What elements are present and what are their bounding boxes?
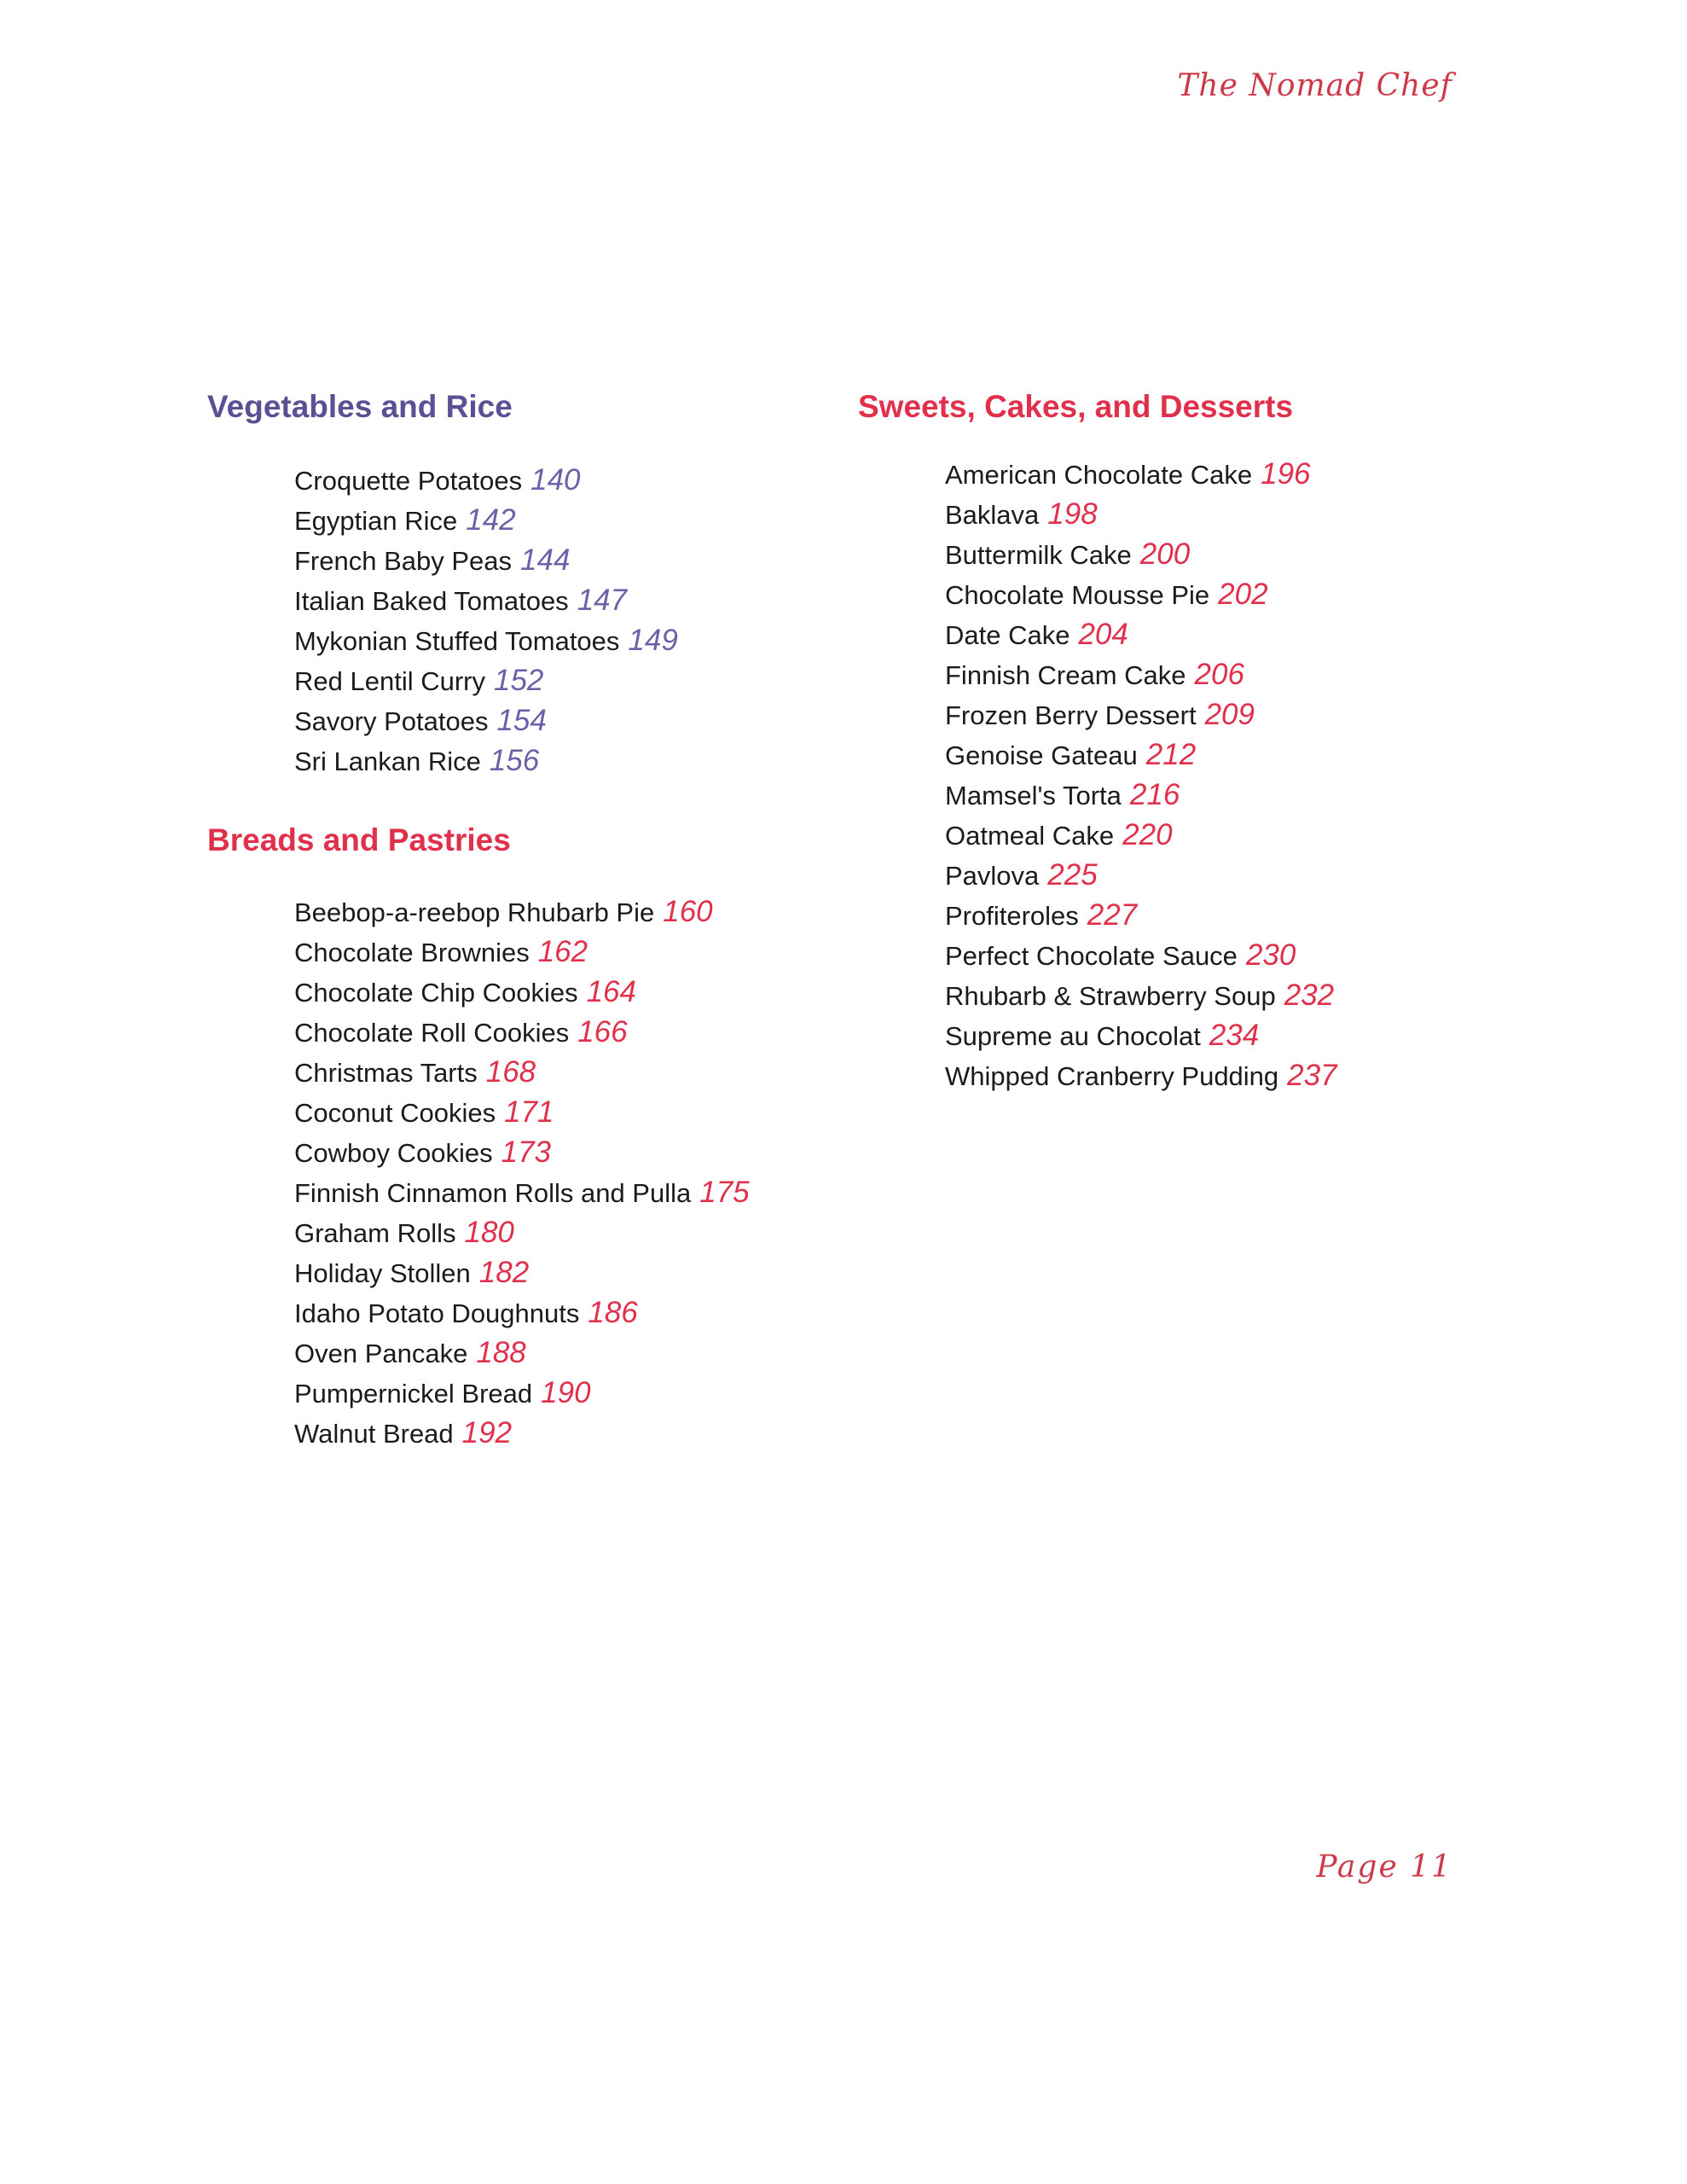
running-header-title: The Nomad Chef [1177, 68, 1452, 103]
recipe-entry [294, 973, 855, 1013]
recipe-entry [294, 741, 855, 781]
recipe-name: Profiteroles [945, 901, 1079, 931]
recipe-entry [294, 501, 855, 541]
recipe-page-number: 206 [1194, 658, 1244, 691]
recipe-name: Date Cake [945, 620, 1070, 650]
recipe-page-number: 188 [476, 1336, 526, 1369]
recipe-page-number: 149 [628, 624, 678, 657]
recipe-entry [945, 535, 1506, 575]
recipe-entry [294, 892, 855, 932]
recipe-entry [945, 936, 1506, 976]
recipe-entry [945, 575, 1506, 615]
recipe-entry [945, 1016, 1506, 1056]
recipe-name: Chocolate Mousse Pie [945, 580, 1210, 610]
recipe-entry [945, 695, 1506, 735]
recipe-page-number: 212 [1145, 738, 1197, 771]
recipe-page-number: 147 [577, 584, 628, 617]
recipe-entry [945, 775, 1506, 816]
recipe-entry [294, 932, 855, 973]
recipe-name: Sri Lankan Rice [294, 746, 481, 776]
recipe-entry [294, 461, 855, 501]
recipe-page-number: 160 [663, 895, 713, 928]
recipe-entry [294, 1293, 855, 1333]
recipe-entry [945, 735, 1506, 775]
recipe-entry [294, 1374, 855, 1414]
recipe-name: Savory Potatoes [294, 706, 489, 736]
recipe-entry [945, 1056, 1506, 1096]
recipe-page-number: 216 [1129, 778, 1180, 811]
recipe-name: Oatmeal Cake [945, 821, 1115, 851]
recipe-name: Supreme au Chocolat [945, 1021, 1201, 1051]
recipe-name: Walnut Bread [294, 1419, 454, 1449]
recipe-name: Oven Pancake [294, 1339, 468, 1368]
recipe-page-number: 234 [1209, 1019, 1260, 1052]
recipe-name: Cowboy Cookies [294, 1138, 493, 1168]
recipe-page-number: 182 [478, 1256, 530, 1289]
recipe-name: Croquette Potatoes [294, 466, 523, 496]
recipe-entry [945, 455, 1506, 495]
recipe-page-number: 202 [1218, 578, 1268, 611]
recipe-page-number: 186 [588, 1296, 638, 1329]
recipe-entry [294, 1013, 855, 1053]
recipe-name: Frozen Berry Dessert [945, 700, 1197, 730]
recipe-page-number: 192 [461, 1416, 513, 1449]
recipe-entry [294, 621, 855, 661]
recipe-entry [294, 1414, 855, 1454]
recipe-entry [294, 1093, 855, 1133]
recipe-name: Holiday Stollen [294, 1258, 471, 1288]
recipe-name: American Chocolate Cake [945, 460, 1253, 490]
recipe-name: Pumpernickel Bread [294, 1379, 533, 1409]
recipe-name: Mykonian Stuffed Tomatoes [294, 626, 620, 656]
recipe-name: Perfect Chocolate Sauce [945, 941, 1238, 971]
recipe-name: Pavlova [945, 861, 1040, 891]
recipe-page-number: 154 [496, 704, 547, 737]
recipe-name: French Baby Peas [294, 546, 513, 576]
recipe-name: Graham Rolls [294, 1218, 456, 1248]
recipe-page-number: 171 [504, 1095, 554, 1129]
recipe-page-number: 168 [485, 1055, 536, 1089]
recipe-page-number: 180 [464, 1216, 514, 1249]
recipe-name: Mamsel's Torta [945, 781, 1122, 810]
page-number: Page 11 [1316, 1850, 1452, 1885]
sweets-entry-list [858, 455, 1506, 1096]
section-spacer [207, 781, 855, 819]
recipe-page-number: 225 [1047, 858, 1098, 892]
recipe-name: Christmas Tarts [294, 1058, 478, 1088]
recipe-page-number: 166 [577, 1015, 628, 1048]
recipe-name: Chocolate Roll Cookies [294, 1018, 570, 1048]
recipe-entry [294, 1253, 855, 1293]
recipe-entry [945, 816, 1506, 856]
recipe-entry [294, 1173, 855, 1213]
recipe-entry [945, 655, 1506, 695]
recipe-name: Idaho Potato Doughnuts [294, 1298, 580, 1328]
recipe-page-number: 220 [1122, 818, 1173, 851]
section-heading-sweets: Sweets, Cakes, and Desserts [858, 389, 1294, 424]
section-heading-vegetables: Vegetables and Rice [207, 389, 513, 424]
recipe-page-number: 198 [1047, 497, 1098, 531]
recipe-page-number: 190 [541, 1376, 591, 1409]
section-heading-breads: Breads and Pastries [207, 822, 511, 857]
recipe-page-number: 140 [530, 463, 581, 497]
recipe-page-number: 209 [1204, 698, 1255, 731]
recipe-name: Rhubarb & Strawberry Soup [945, 981, 1276, 1011]
recipe-page-number: 156 [489, 744, 540, 777]
recipe-page-number: 175 [699, 1176, 750, 1209]
recipe-entry [294, 1213, 855, 1253]
recipe-name: Chocolate Chip Cookies [294, 978, 578, 1008]
recipe-entry [294, 541, 855, 581]
recipe-page-number: 227 [1087, 898, 1138, 932]
recipe-page-number: 196 [1261, 457, 1311, 491]
vegetables-entry-list [207, 461, 855, 781]
recipe-page-number: 173 [501, 1136, 552, 1169]
recipe-page-number: 237 [1287, 1059, 1337, 1092]
left-column [207, 386, 855, 1454]
recipe-page-number: 164 [586, 975, 636, 1008]
recipe-name: Whipped Cranberry Pudding [945, 1061, 1279, 1091]
recipe-name: Chocolate Brownies [294, 938, 530, 967]
recipe-entry [945, 856, 1506, 896]
recipe-name: Egyptian Rice [294, 506, 458, 536]
right-column [858, 386, 1506, 1096]
recipe-name: Italian Baked Tomatoes [294, 586, 569, 616]
recipe-entry [294, 1053, 855, 1093]
recipe-entry [945, 896, 1506, 936]
recipe-entry [294, 1333, 855, 1374]
recipe-page-number: 200 [1139, 537, 1191, 571]
recipe-name: Coconut Cookies [294, 1098, 496, 1128]
recipe-name: Red Lentil Curry [294, 666, 485, 696]
recipe-name: Baklava [945, 500, 1040, 530]
recipe-entry [945, 615, 1506, 655]
recipe-page-number: 162 [537, 935, 588, 968]
recipe-name: Beebop-a-reebop Rhubarb Pie [294, 897, 655, 927]
recipe-page-number: 142 [466, 503, 516, 537]
recipe-name: Finnish Cinnamon Rolls and Pulla [294, 1178, 692, 1208]
recipe-entry [294, 581, 855, 621]
recipe-entry [945, 976, 1506, 1016]
recipe-name: Genoise Gateau [945, 741, 1138, 770]
recipe-page-number: 230 [1245, 938, 1296, 972]
recipe-name: Buttermilk Cake [945, 540, 1132, 570]
recipe-entry [945, 495, 1506, 535]
breads-entry-list [207, 892, 855, 1454]
recipe-name: Finnish Cream Cake [945, 660, 1186, 690]
recipe-entry [294, 1133, 855, 1173]
recipe-entry [294, 701, 855, 741]
recipe-entry [294, 661, 855, 701]
recipe-page-number: 232 [1284, 979, 1335, 1012]
recipe-page-number: 144 [520, 543, 571, 577]
recipe-page-number: 204 [1078, 618, 1128, 651]
recipe-page-number: 152 [493, 664, 544, 697]
